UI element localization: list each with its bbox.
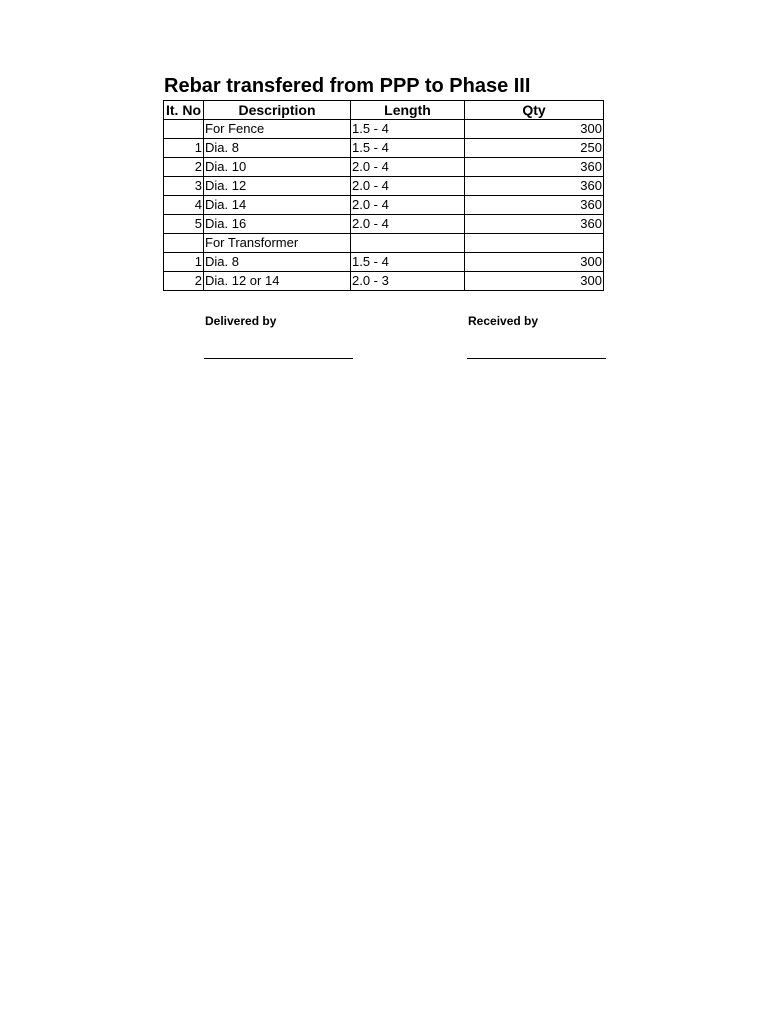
cell-item-no: 5 — [164, 215, 204, 234]
cell-length: 1.5 - 4 — [351, 139, 465, 158]
table-row — [164, 120, 604, 139]
delivered-by-signature-line — [204, 358, 353, 359]
cell-description: Dia. 12 — [204, 177, 351, 196]
cell-length: 2.0 - 4 — [351, 177, 465, 196]
rebar-table — [163, 100, 604, 291]
table-row — [164, 196, 604, 215]
cell-description: Dia. 12 or 14 — [204, 272, 351, 291]
received-by-signature-line — [467, 358, 606, 359]
cell-item-no — [164, 120, 204, 139]
cell-item-no: 1 — [164, 139, 204, 158]
cell-description: Dia. 8 — [204, 253, 351, 272]
delivered-by-label: Delivered by — [205, 314, 277, 328]
received-by-label: Received by — [468, 314, 539, 328]
cell-description: Dia. 10 — [204, 158, 351, 177]
cell-description: Dia. 14 — [204, 196, 351, 215]
cell-description: For Transformer — [204, 234, 351, 253]
table-row — [164, 234, 604, 253]
cell-qty: 360 — [465, 158, 604, 177]
cell-qty: 300 — [465, 253, 604, 272]
cell-description: Dia. 16 — [204, 215, 351, 234]
cell-length: 1.5 - 4 — [351, 253, 465, 272]
cell-qty: 360 — [465, 177, 604, 196]
header-item-no: It. No — [164, 101, 204, 120]
cell-qty: 300 — [465, 272, 604, 291]
cell-item-no: 1 — [164, 253, 204, 272]
cell-qty: 250 — [465, 139, 604, 158]
cell-length: 2.0 - 4 — [351, 196, 465, 215]
header-description: Description — [204, 101, 351, 120]
table-row — [164, 272, 604, 291]
cell-description: Dia. 8 — [204, 139, 351, 158]
cell-qty — [465, 234, 604, 253]
cell-item-no: 2 — [164, 272, 204, 291]
table-row — [164, 253, 604, 272]
table-row — [164, 215, 604, 234]
header-qty: Qty — [465, 101, 604, 120]
cell-length: 2.0 - 4 — [351, 158, 465, 177]
table-row — [164, 139, 604, 158]
cell-length — [351, 234, 465, 253]
cell-qty: 360 — [465, 215, 604, 234]
table-header-row — [164, 101, 604, 120]
cell-length: 2.0 - 3 — [351, 272, 465, 291]
cell-qty: 300 — [465, 120, 604, 139]
cell-item-no: 4 — [164, 196, 204, 215]
header-length: Length — [351, 101, 465, 120]
cell-length: 1.5 - 4 — [351, 120, 465, 139]
document-title: Rebar transfered from PPP to Phase III — [164, 75, 531, 97]
table-row — [164, 158, 604, 177]
cell-item-no: 2 — [164, 158, 204, 177]
cell-length: 2.0 - 4 — [351, 215, 465, 234]
cell-item-no — [164, 234, 204, 253]
cell-qty: 360 — [465, 196, 604, 215]
cell-item-no: 3 — [164, 177, 204, 196]
table-row — [164, 177, 604, 196]
cell-description: For Fence — [204, 120, 351, 139]
